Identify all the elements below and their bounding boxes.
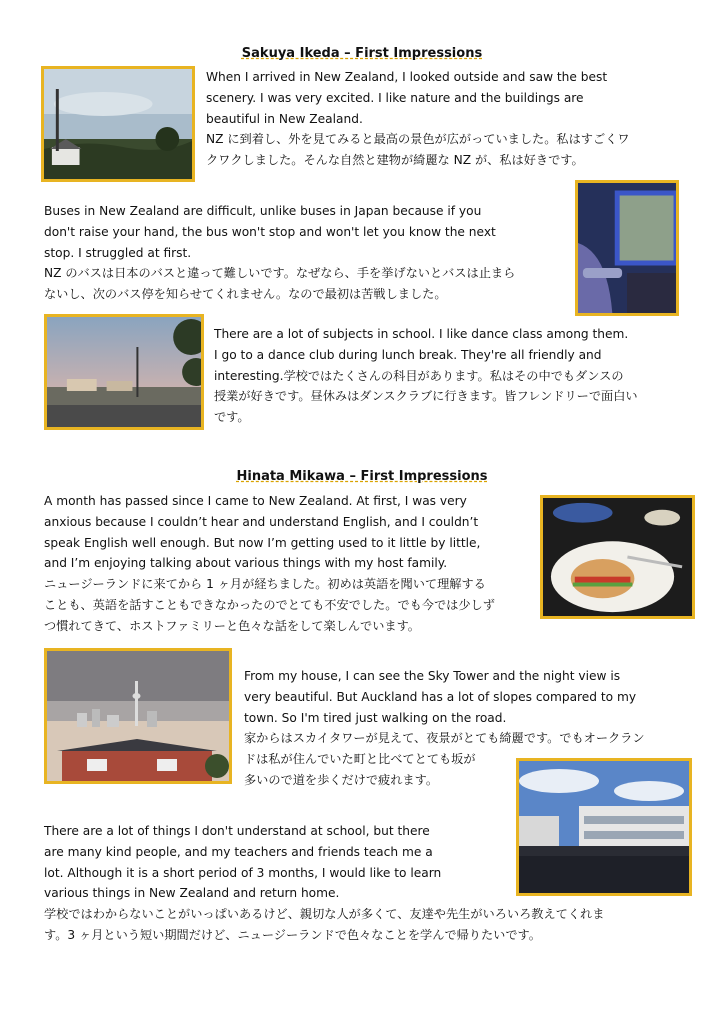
section2-paragraph3: There are a lot of things I don't understand at school, but there are many kind people, and my teachers and friends teach me a lot. Although it is a short period of 3 months, I would like to learn various things in New Zealand and return home. 学校ではわからないことがいっぱいあるけど、親切な人が多くて、友達や先生がいろいろ教えてくれま す。3 ヶ月という短い期間だけど、ニュージーランドで色々なことを学んで帰りたいです。 bbox=[44, 824, 605, 942]
photo-scenery bbox=[41, 66, 195, 182]
section2-paragraph2: From my house, I can see the Sky Tower and the night view is very beautiful. But Auckland has a lot of slopes compared to my town. So I'm tired just walking on the road. 家からはスカイタワーが見えて、夜景がとても綺麗です。でもオークラン ドは私が住んでいた町と比べてとても坂が 多いので道を歩くだけで疲れます。 bbox=[244, 669, 645, 787]
photo-sky-tower bbox=[44, 648, 232, 784]
section1-paragraph3: There are a lot of subjects in school. I like dance class among them. I go to a dance club during lunch break. They're all friendly and interesting.学校ではたくさんの科目があります。私はその中でもダンスの 授業が好きです。昼休みはダンスクラブに行きます。皆フレンドリーで面白い です。 bbox=[214, 327, 638, 425]
section2-title: Hinata Mikawa – First Impressions bbox=[236, 469, 488, 484]
photo-bus-interior bbox=[575, 180, 679, 316]
photo-burger-meal bbox=[540, 495, 695, 619]
photo-street-sunset bbox=[44, 314, 204, 430]
section1-paragraph2: Buses in New Zealand are difficult, unlike buses in Japan because if you don't raise your hand, the bus won't stop and won't let you know the next stop. I struggled at first. NZ のバスは日本のバスと違って難しいです。なぜなら、手を挙げないとバスは止まら ないし、次のバス停を知らせてくれません。なので最初は苦戦しました。 bbox=[44, 204, 516, 302]
section1-paragraph1: When I arrived in New Zealand, I looked outside and saw the best scenery. I was very excited. I like nature and the buildings are beautiful in New Zealand. NZ に到着し、外を見てみると最高の景色が広がっていました。私はすごくワ クワクしました。そんな自然と建物が綺麗な NZ が、私は好きです。 bbox=[206, 70, 630, 168]
section2-paragraph1: A month has passed since I came to New Zealand. At first, I was very anxious because I couldn’t hear and understand English, and I couldn’t speak English well enough. But now I’m getting used to it little by little, and I’m enjoying talking about various things with my host family. ニュージーランドに来てから 1 ヶ月が経ちました。初めは英語を聞いて理解する ことも、英語を話すこともできなかったのでとても不安でした。でも今では少しず つ慣れてきて、ホストファミリーと色々な話をして楽しんでいます。 bbox=[44, 494, 495, 633]
section1-title: Sakuya Ikeda – First Impressions bbox=[241, 46, 483, 61]
